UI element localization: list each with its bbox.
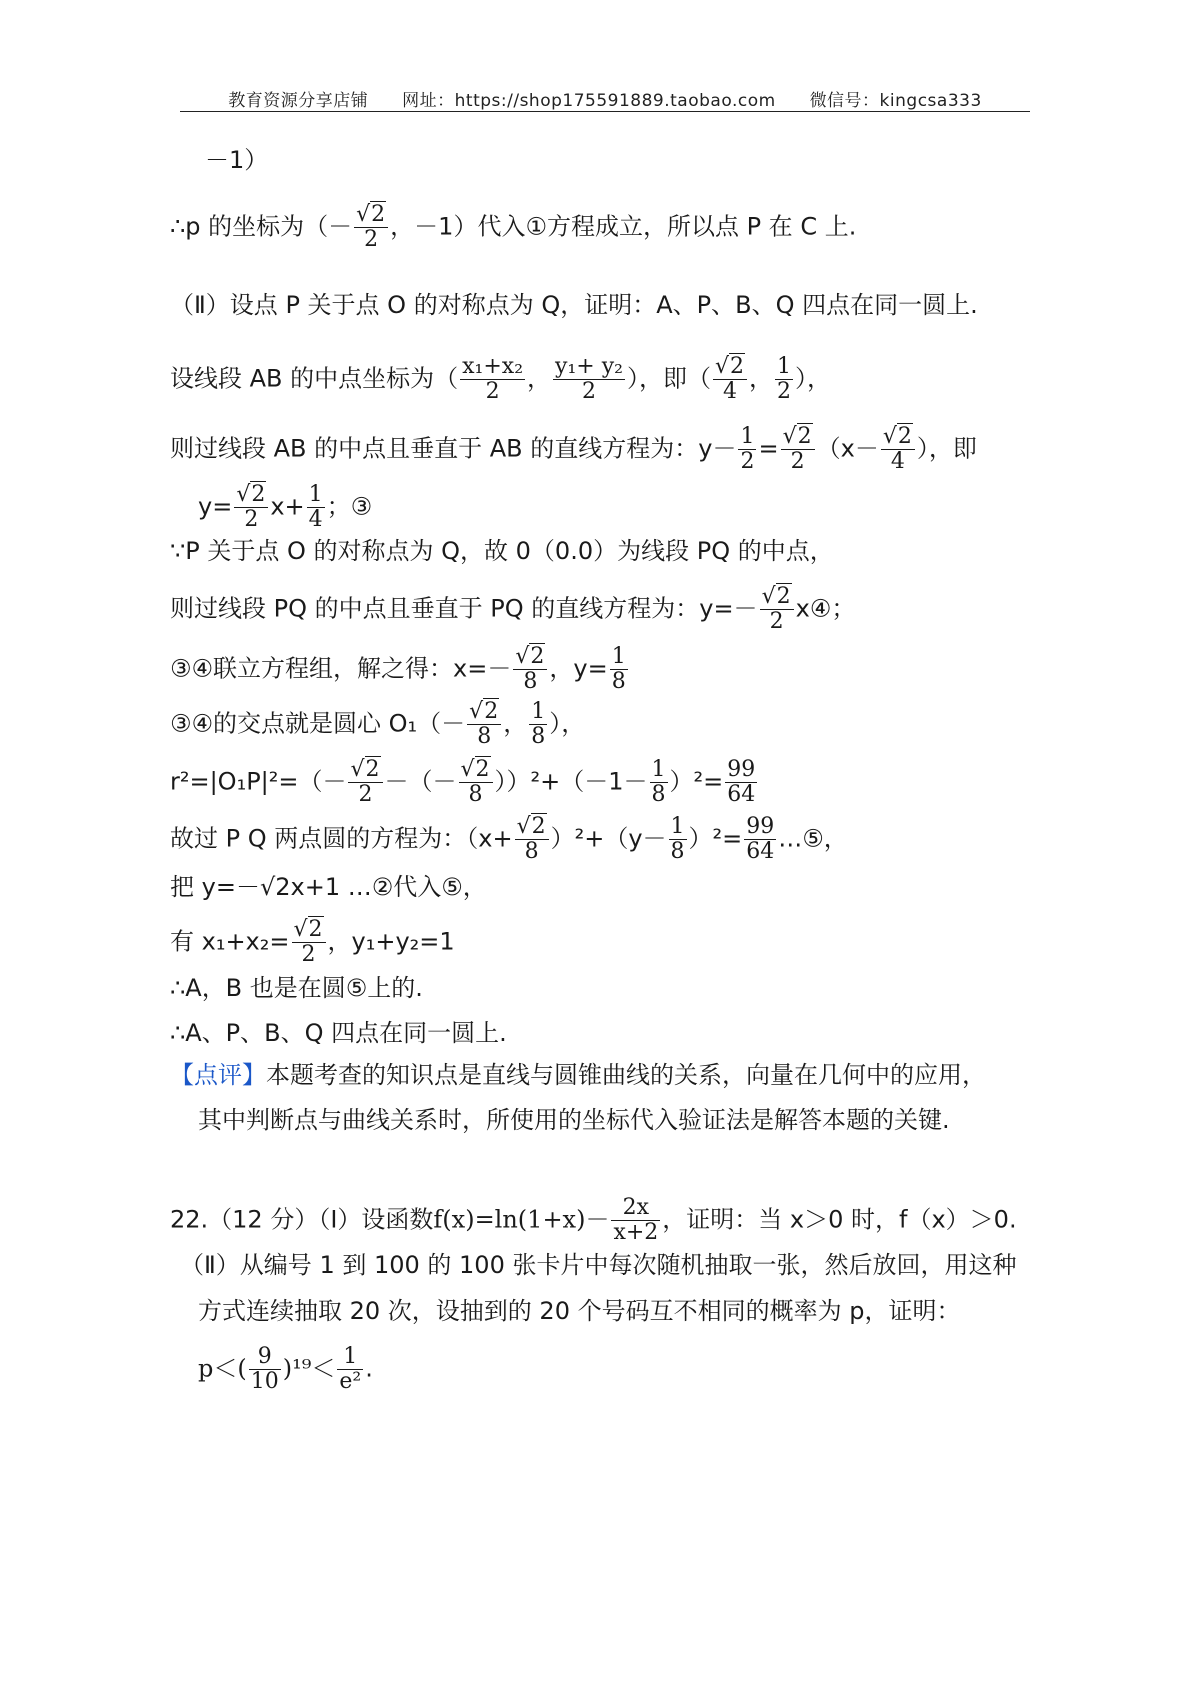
line-4: 设线段 AB 的中点坐标为（ $\frac{\text{x₁+x₂}}{2}$ ， $\frac{\text{y₁+ y₂}}{2}$ ），即（ $\frac{√2}{4}$ ， $\frac{1}{2}$ ），	[170, 354, 831, 404]
line-15: ∴A，B 也是在圆⑤上的.	[170, 974, 423, 1002]
page-header	[180, 86, 1030, 111]
line-6: y= $\frac{√2}{2}$ x+ $\frac{1}{4}$ ；③	[198, 482, 373, 532]
line-1: －1）	[205, 146, 269, 174]
line-14: 有 x₁+x₂= $\frac{√2}{2}$ ，y₁+y₂=1	[170, 917, 455, 967]
line-5: 则过线段 AB 的中点且垂直于 AB 的直线方程为：y－ $\frac{1}{2}$ = $\frac{√2}{2}$ （x－ $\frac{√2}{4}$ ），即	[170, 424, 977, 474]
line-19: 22.（12 分）（Ⅰ）设函数f(x)=ln(1+x)－ $\frac{2x}{x+2}$ ，证明：当 x＞0 时，f（x）＞0.	[170, 1195, 1017, 1245]
line-10: ③④的交点就是圆心 O₁（－ $\frac{√2}{8}$ ， $\frac{1}{8}$ ），	[170, 699, 586, 749]
line-22: p＜( $\frac{9}{10}$ )¹⁹＜ $\frac{1}{\text{e²}}$ .	[198, 1344, 373, 1394]
line-7: ∵P 关于点 O 的对称点为 Q，故 0（0.0）为线段 PQ 的中点，	[170, 537, 834, 565]
line-16: ∴A、P、B、Q 四点在同一圆上.	[170, 1019, 507, 1047]
line-9: ③④联立方程组，解之得：x=－ $\frac{√2}{8}$ ，y= $\frac{1}{8}$	[170, 644, 626, 694]
comment-tag: 【点评】	[170, 1061, 266, 1089]
line-21: 方式连续抽取 20 次，设抽到的 20 个号码互不相同的概率为 p，证明：	[198, 1297, 961, 1325]
line-13: 把 y=－√2x+1 …②代入⑤，	[170, 873, 487, 901]
line-3: （Ⅱ）设点 P 关于点 O 的对称点为 Q，证明：A、P、B、Q 四点在同一圆上.	[170, 291, 978, 319]
fraction: $\frac{√2}{2}$	[354, 203, 388, 252]
line-12: 故过 P Q 两点圆的方程为：（x+ $\frac{√2}{8}$ ）²+（y－ $\frac{1}{8}$ ）²= $\frac{99}{64}$ …⑤，	[170, 814, 848, 864]
shop-url[interactable]: 网址：https://shop175591889.taobao.com	[402, 91, 776, 111]
line-2: ∴p 的坐标为（－ $\frac{√2}{2}$ ，－1）代入①方程成立，所以点 P 在 C 上.	[170, 202, 857, 252]
line-20: （Ⅱ）从编号 1 到 100 的 100 张卡片中每次随机抽取一张，然后放回，用这种	[180, 1251, 1017, 1279]
shop-name: 教育资源分享店铺	[228, 91, 369, 111]
line-18: 其中判断点与曲线关系时，所使用的坐标代入验证法是解答本题的关键.	[198, 1106, 950, 1134]
wechat-id: 微信号：kingcsa333	[809, 91, 982, 111]
line-11: r²=|O₁P|²=（－ $\frac{√2}{2}$ －（－ $\frac{√2}{8}$ ））²+（－1－ $\frac{1}{8}$ ）²= $\frac{99}{64}$	[170, 757, 756, 807]
line-17: 【点评】本题考查的知识点是直线与圆锥曲线的关系，向量在几何中的应用，	[170, 1061, 986, 1089]
header-divider	[180, 111, 1030, 112]
line-8: 则过线段 PQ 的中点且垂直于 PQ 的直线方程为：y=－ $\frac{√2}{2}$ x④；	[170, 584, 856, 634]
